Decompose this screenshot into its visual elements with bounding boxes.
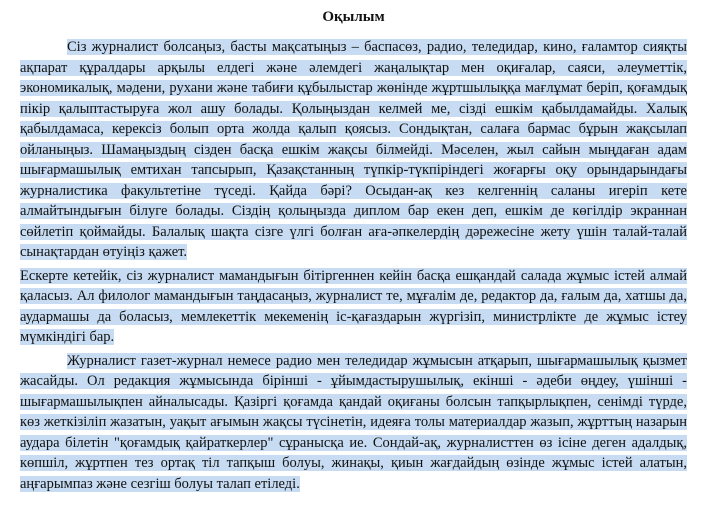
paragraph-1 [20, 37, 687, 263]
paragraph-2-text[interactable]: Ескерте кетейік, сіз журналист мамандығын бітіргеннен кейін басқа ешқандай салада жұмыс істей алмай қаласыз. Ал филолог мамандығын таңдасаңыз, журналист те, мұғалім де, редактор да, ғалым да, хатшы да, аудармашы да боласыз, мемлекеттік мекеменің іс-қағаздарын жүргізіп, министрлікте де жұмыс істеу мүмкіндігі бар. [20, 267, 687, 345]
paragraph-2 [20, 266, 687, 348]
paragraph-3 [20, 351, 687, 495]
document-title: Оқылым [322, 9, 385, 25]
paragraph-1-text[interactable]: Сіз журналист болсаңыз, басты мақсатыңыз – баспасөз, радио, теледидар, кино, ғаламтор сияқты ақпарат құралдары арқылы елдегі және әлемдегі жаңалықтар мен оқиғалар, саяси, әлеуметтік, экономикалық, мәдени, рухани және табиғи құбылыстар жөнінде жұртшылыққа мағлұмат беріп, қоғамдық пікір қалыптастыруға жол ашу болады. Қолыңыздан келмей ме, сізді ешкім қабылдамайды. Халық қабылдамаса, керексіз болып орта жолда қалып қоясыз. Сондықтан, салаға бармас бұрын жақсылап ойланыңыз. Шамаңыздың сізден басқа ешкім жақсы білмейді. Мәселен, жыл сайын мыңдаған адам шығармашылық емтихан тапсырып, Қазақстанның түпкір-түкпіріндегі жоғарғы оқу орындарындағы журналистика факультетіне түседі. Қайда бәрі? Осыдан-ақ кез келгеннің саланы игеріп кете алмайтындығын білуге болады. Сіздің қолыңызда диплом бар екен деп, ешкім де көгілдір экраннан сөйлетіп қоймайды. Балалық шақта сізге үлгі болған аға-әпкелердің дәрежесіне жету үшін талай-талай сынақтардан өтуіңіз қажет. [20, 39, 687, 260]
paragraph-3-text[interactable]: Журналист газет-журнал немесе радио мен теледидар жұмысын атқарып, шығармашылық қызмет жасайды. Ол редакция жұмысында бірінші - ұйымдастырушылық, екінші - әдеби өңдеу, үшінші - шығармашылықпен айналысады. Қазіргі қоғамда қандай оқиғаны болсын тапқырлықпен, сенімді түрде, көз жеткізіліп жазатын, уақыт ағымын жақсы түсінетін, идеяға толы материалдар жазып, жұрттың назарын аудара білетін "қоғамдық қайраткерлер" сұранысқа ие. Сондай-ақ, журналисттен өз ісіне деген адалдық, көпшіл, жұртпен тез ортақ тіл тапқыш болуы, жинақы, қиын жағдайдың өзінде жұмыс істей алатын, аңғарымпаз және сезгіш болуы талап етіледі. [20, 352, 687, 492]
